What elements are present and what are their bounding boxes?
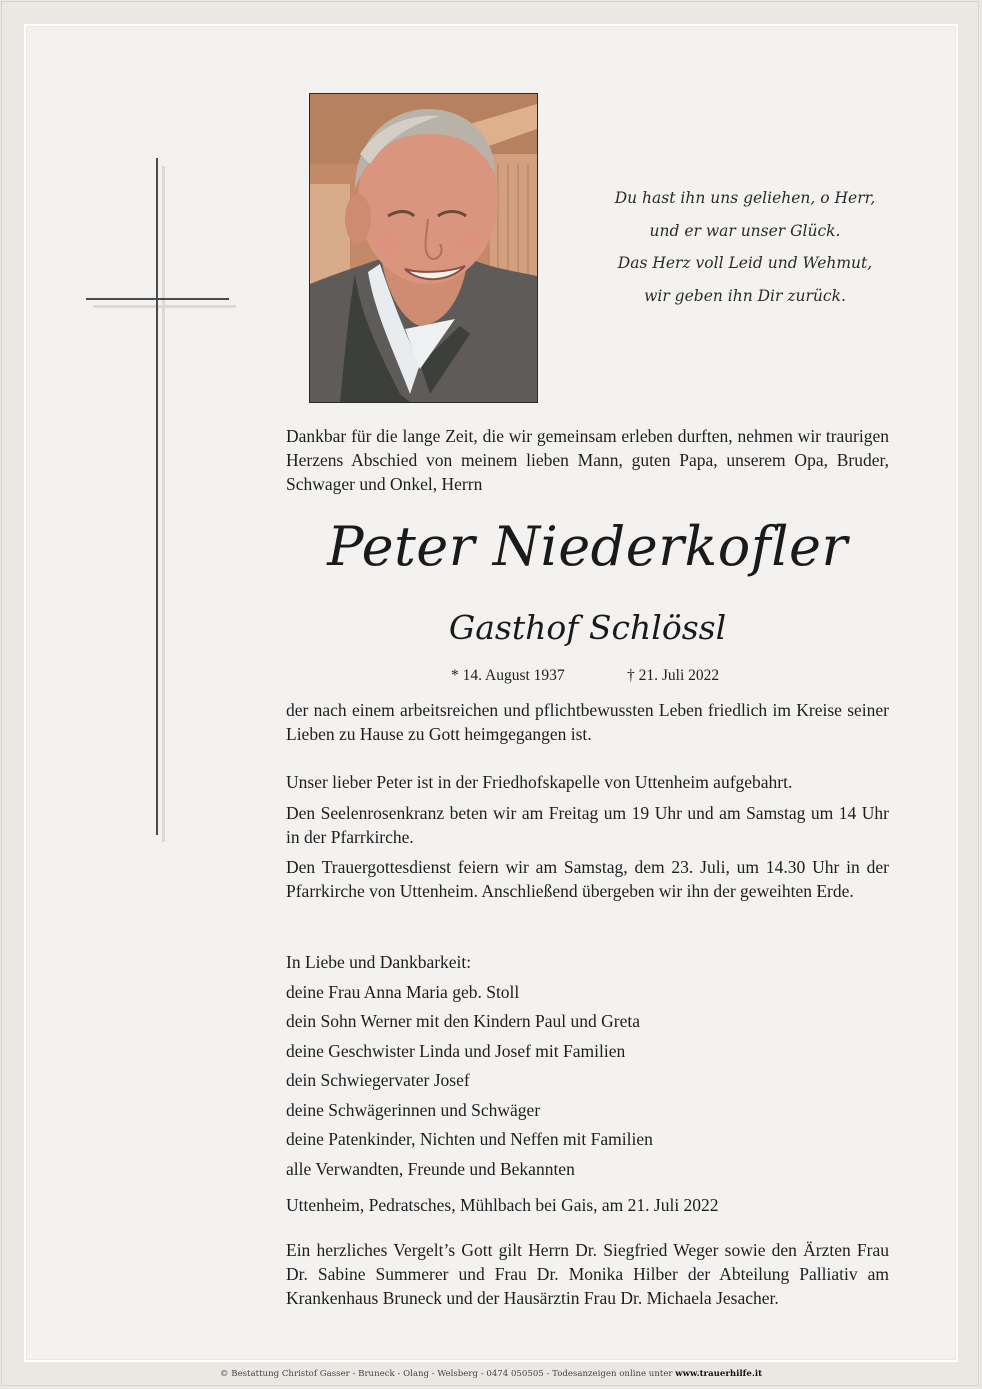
portrait-photo: [309, 93, 538, 403]
footer-text: © Bestattung Christof Gasser - Bruneck - Olang - Welsberg - 0474 050505 - Todesanzeigen online unter: [219, 1369, 676, 1379]
mourner-entry: deine Patenkinder, Nichten und Neffen mit Familien: [286, 1129, 653, 1149]
poem-verse: [580, 182, 910, 312]
death-date: † 21. Juli 2022: [627, 667, 720, 684]
mourners-list: [286, 948, 889, 1184]
poem-line: Du hast ihn uns geliehen, o Herr,: [614, 189, 876, 207]
arrangement-viewing: Unser lieber Peter ist in der Friedhofskapelle von Uttenheim aufgebahrt.: [286, 772, 793, 792]
mourner-entry: alle Verwandten, Freunde und Bekannten: [286, 1158, 575, 1179]
cross-horizontal-beam: [86, 298, 229, 300]
arrangement-funeral: Den Trauergottesdienst feiern wir am Samstag, dem 23. Juli, um 14.30 Uhr in der Pfarrkirche von Uttenheim. Anschließend übergeben wir ihn der geweihten Erde.: [286, 857, 889, 901]
poem-line: wir geben ihn Dir zurück.: [644, 286, 846, 305]
mourner-entry: dein Sohn Werner mit den Kindern Paul und Greta: [286, 1011, 641, 1031]
cross-vertical-beam: [156, 158, 158, 835]
footer: [0, 1367, 982, 1381]
thanks-text: Ein herzliches Vergelt’s Gott gilt Herrn Dr. Siegfried Weger sowie den Ärzten Frau Dr. Sabine Summerer und Frau Dr. Monika Hilber der Abteilung Palliativ am Krankenhaus Bruneck und der Hausärztin Frau Dr. Michaela Jesacher.: [286, 1240, 889, 1308]
place-and-date: Uttenheim, Pedratsches, Mühlbach bei Gais, am 21. Juli 2022: [286, 1195, 719, 1215]
mourners-heading: In Liebe und Dankbarkeit:: [286, 952, 472, 972]
passing-text: der nach einem arbeitsreichen und pflichtbewussten Leben friedlich im Kreise seiner Lieben zu Hause zu Gott heimgegangen ist.: [286, 700, 889, 744]
intro-text: Dankbar für die lange Zeit, die wir gemeinsam erleben durften, nehmen wir traurigen Herzens Abschied von meinem lieben Mann, guten Papa, unserem Opa, Bruder, Schwager und Onkel, Herrn: [286, 426, 889, 494]
footer-link[interactable]: www.trauerhilfe.it: [675, 1369, 763, 1379]
mourner-entry: deine Geschwister Linda und Josef mit Familien: [286, 1040, 626, 1061]
arrangement-rosary: Den Seelenrosenkranz beten wir am Freitag um 19 Uhr und am Samstag um 14 Uhr in der Pfarrkirche.: [286, 803, 889, 847]
poem-line: Das Herz voll Leid und Wehmut,: [617, 254, 873, 272]
poem-line: und er war unser Glück.: [649, 221, 841, 240]
deceased-name: Peter Niederkofler: [327, 515, 848, 578]
deceased-subtitle: Gasthof Schlössl: [448, 608, 727, 647]
mourner-entry: deine Schwägerinnen und Schwäger: [286, 1099, 541, 1120]
cross-horizontal-shadow: [93, 305, 236, 308]
birth-date: * 14. August 1937: [451, 667, 565, 684]
mourner-entry: deine Frau Anna Maria geb. Stoll: [286, 981, 520, 1002]
portrait-illustration: [310, 94, 537, 402]
cross-vertical-shadow: [162, 166, 165, 842]
mourner-entry: dein Schwiegervater Josef: [286, 1070, 470, 1090]
